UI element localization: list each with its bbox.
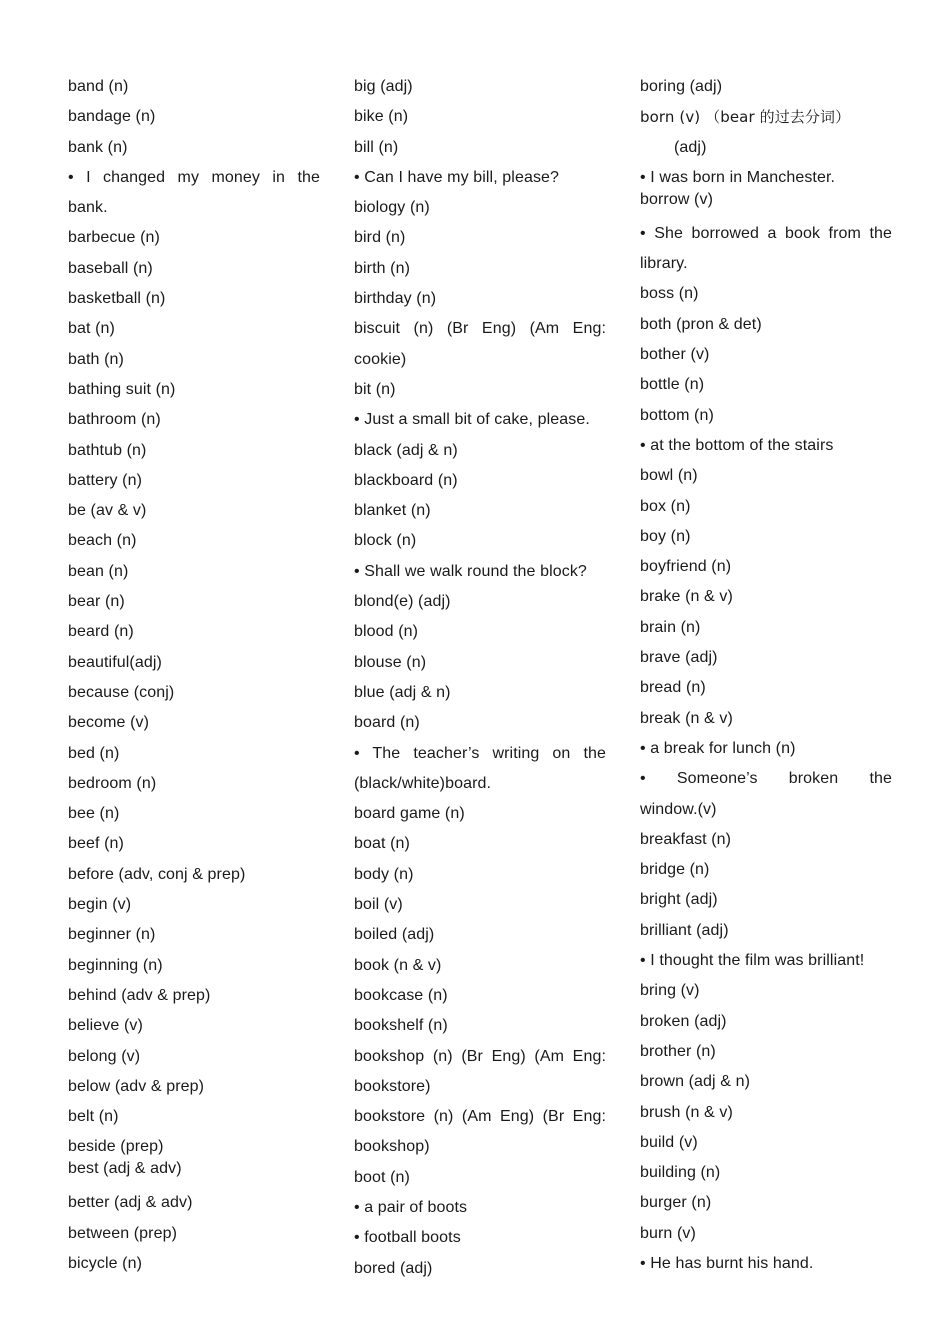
entry: bank (n) [68,138,128,156]
entry: blue (adj & n) [354,683,451,701]
entry: born (v) （bear 的过去分词） [640,108,851,127]
entry: bear (n) [68,593,125,611]
entry: biology (n) [354,199,430,217]
entry: become (v) [68,714,150,732]
example-sentence: • I changed my money in the [68,168,320,186]
entry: borrow (v) [640,190,714,208]
entry: bread (n) [640,679,706,697]
entry: box (n) [640,497,691,515]
example-sentence: • a pair of boots [354,1198,468,1216]
example-sentence: • I thought the film was brilliant! [640,952,865,970]
entry-cont: bookstore) [354,1077,431,1095]
entry: bathtub (n) [68,441,147,459]
example-sentence: • football boots [354,1229,461,1247]
entry: blond(e) (adj) [354,593,451,611]
entry: bookstore (n) (Am Eng) (Br Eng: [354,1108,606,1126]
entry: bookshop (n) (Br Eng) (Am Eng: [354,1047,606,1065]
entry: burger (n) [640,1194,712,1212]
entry: bean (n) [68,562,129,580]
entry: brilliant (adj) [640,921,729,939]
example-sentence: • The teacher’s writing on the [354,744,606,762]
example-sentence: • Just a small bit of cake, please. [354,411,590,429]
column-3 [640,72,892,1279]
entry: both (pron & det) [640,315,762,333]
example-sentence: • He has burnt his hand. [640,1254,814,1272]
example-sentence: • She borrowed a book from the [640,224,892,242]
entry: board (n) [354,714,420,732]
example-sentence-cont: library. [640,255,688,273]
entry: be (av & v) [68,502,147,520]
entry: brave (adj) [640,649,718,667]
entry: bicycle (n) [68,1254,143,1272]
column-2 [354,72,606,1284]
entry: because (conj) [68,683,175,701]
entry: building (n) [640,1164,721,1182]
entry: bit (n) [354,380,396,398]
entry: bedroom (n) [68,774,157,792]
entry: boil (v) [354,896,403,914]
entry: body (n) [354,865,414,883]
entry: best (adj & adv) [68,1160,182,1178]
entry: bright (adj) [640,891,718,909]
example-sentence: • I was born in Manchester. [640,168,836,186]
entry: beautiful(adj) [68,653,162,671]
entry: beef (n) [68,835,124,853]
entry: boy (n) [640,527,691,545]
column-1 [68,72,320,1279]
entry: beach (n) [68,532,137,550]
entry: bathing suit (n) [68,380,176,398]
entry: boat (n) [354,835,410,853]
entry: believe (v) [68,1017,143,1035]
entry: break (n & v) [640,709,733,727]
entry: blackboard (n) [354,471,458,489]
entry: beard (n) [68,623,134,641]
example-sentence-cont: window.(v) [640,800,717,818]
entry: band (n) [68,78,129,95]
entry: black (adj & n) [354,441,458,459]
example-sentence: • a break for lunch (n) [640,739,796,757]
example-sentence-cont: (black/white)board. [354,774,492,792]
entry: bowl (n) [640,467,698,485]
entry: blanket (n) [354,502,431,520]
entry: brush (n & v) [640,1103,733,1121]
entry: bookcase (n) [354,986,448,1004]
example-sentence: • Can I have my bill, please? [354,168,560,186]
entry: bookshelf (n) [354,1017,448,1035]
entry: behind (adv & prep) [68,986,211,1004]
entry: baseball (n) [68,259,153,277]
entry: build (v) [640,1133,698,1151]
entry: below (adv & prep) [68,1077,205,1095]
entry: broken (adj) [640,1012,727,1030]
entry: bath (n) [68,350,124,368]
entry: between (prep) [68,1224,178,1242]
entry: beginner (n) [68,926,156,944]
example-sentence-cont: bank. [68,199,108,217]
entry: bored (adj) [354,1259,433,1277]
entry: bottom (n) [640,406,714,424]
entry: belong (v) [68,1047,141,1065]
entry: blouse (n) [354,653,427,671]
entry: boiled (adj) [354,926,435,944]
entry: block (n) [354,532,417,550]
entry: blood (n) [354,623,419,641]
entry: bill (n) [354,138,399,156]
entry: birth (n) [354,259,411,277]
entry: boot (n) [354,1168,410,1186]
entry: bottle (n) [640,376,705,394]
entry-cont: bookshop) [354,1138,430,1156]
entry: belt (n) [68,1108,119,1126]
entry: before (adv, conj & prep) [68,865,246,883]
entry: bother (v) [640,346,710,364]
entry: barbecue (n) [68,229,160,247]
entry: brother (n) [640,1042,716,1060]
entry: brake (n & v) [640,588,733,606]
entry: bike (n) [354,108,409,126]
entry: bee (n) [68,805,120,823]
entry: beside (prep) [68,1138,164,1156]
entry: boss (n) [640,285,699,303]
entry: beginning (n) [68,956,163,974]
entry: birthday (n) [354,290,437,308]
entry: bathroom (n) [68,411,161,429]
example-sentence: • at the bottom of the stairs [640,436,834,454]
entry: boyfriend (n) [640,558,732,576]
entry: burn (v) [640,1224,696,1242]
entry: basketball (n) [68,290,166,308]
entry: bird (n) [354,229,406,247]
entry: brain (n) [640,618,701,636]
entry: biscuit (n) (Br Eng) (Am Eng: [354,320,606,338]
entry: big (adj) [354,78,413,95]
entry-cont: (adj) [674,138,707,156]
entry: brown (adj & n) [640,1073,750,1091]
entry: breakfast (n) [640,830,732,848]
entry: bed (n) [68,744,120,762]
entry: book (n & v) [354,956,442,974]
entry: bandage (n) [68,108,156,126]
entry: better (adj & adv) [68,1194,193,1212]
entry-cont: cookie) [354,350,407,368]
entry: bring (v) [640,982,700,1000]
example-sentence: • Shall we walk round the block? [354,562,587,580]
entry: boring (adj) [640,78,723,95]
entry: bat (n) [68,320,115,338]
entry: bridge (n) [640,861,710,879]
entry: begin (v) [68,896,132,914]
entry: battery (n) [68,471,143,489]
example-sentence: • Someone’s broken the [640,770,892,788]
entry: board game (n) [354,805,465,823]
